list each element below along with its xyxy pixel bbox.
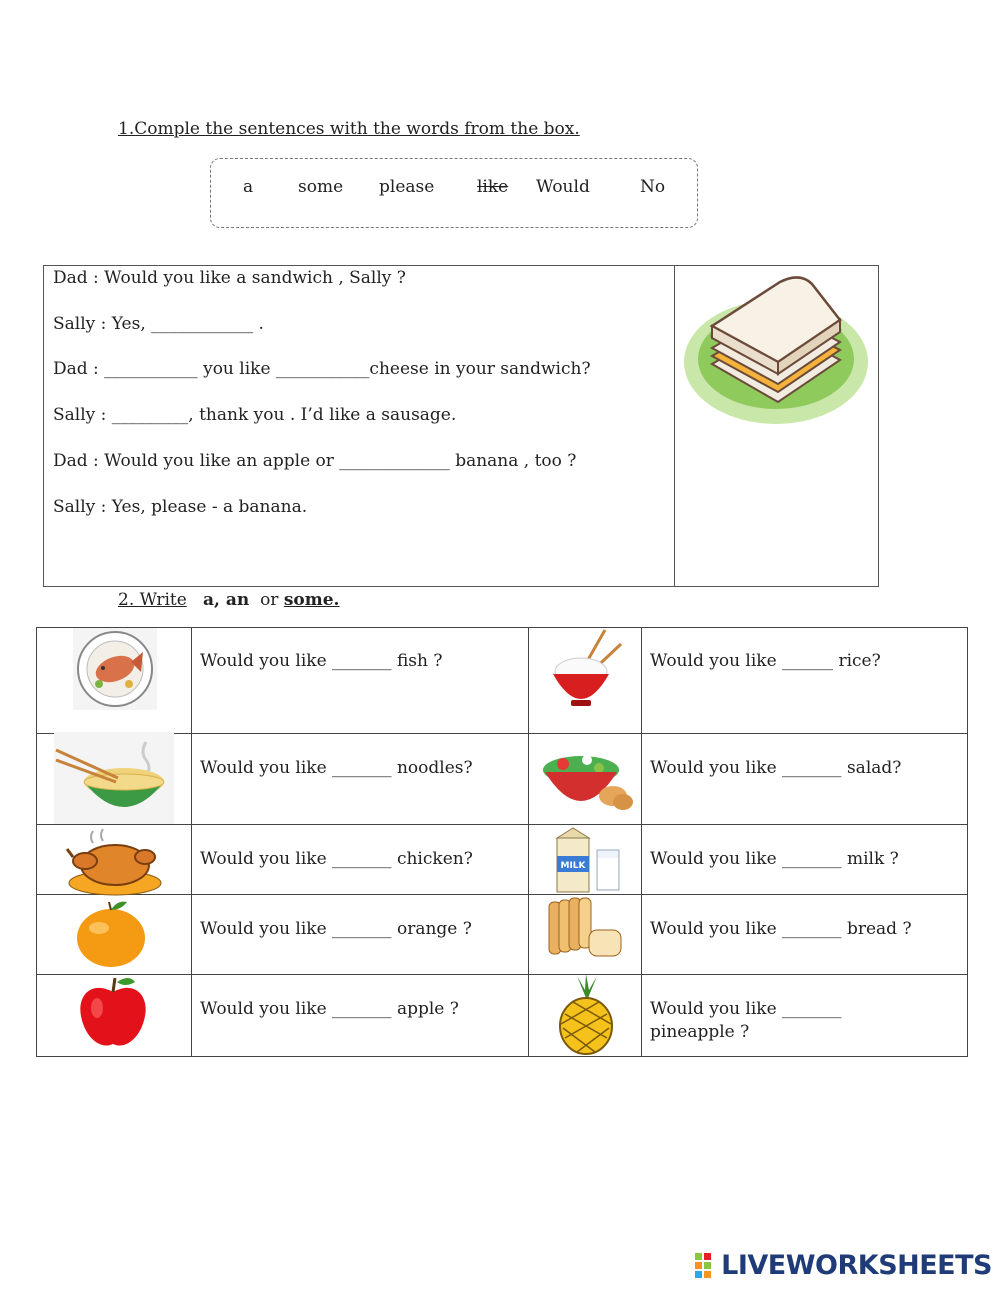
table-divider [674, 266, 675, 586]
table-row-divider [37, 824, 967, 825]
table-row-divider [37, 733, 967, 734]
food-table [36, 627, 968, 1057]
pineapple-icon [555, 974, 617, 1056]
question-orange: Would you like _______ orange ? [200, 919, 472, 939]
fish-plate-icon [73, 628, 157, 710]
exercise-1-heading: 1.Comple the sentences with the words from the box. [118, 119, 580, 139]
exercise-2-option-a-an: a, an [203, 590, 250, 610]
milk-carton-label: MILK [560, 861, 586, 871]
rice-bowl-icon [545, 628, 625, 710]
table-column-divider [528, 628, 529, 1056]
word-box-item: No [640, 177, 666, 197]
question-chicken: Would you like _______ chicken? [200, 849, 473, 869]
question-noodles: Would you like _______ noodles? [200, 758, 473, 778]
dialogue-line: Sally : _________, thank you . I’d like a sausage. [53, 405, 457, 425]
table-column-divider [191, 628, 192, 1056]
salad-icon [541, 744, 633, 816]
milk-icon [549, 826, 625, 894]
word-box-item: a [243, 177, 254, 197]
question-rice: Would you like ______ rice? [650, 651, 881, 671]
exercise-2-heading-or: or [260, 590, 279, 610]
exercise-2-heading-prefix: 2. Write [118, 590, 187, 610]
bread-icon [545, 896, 625, 962]
exercise-2-heading [118, 590, 339, 610]
liveworksheets-logo [695, 1250, 992, 1281]
dialogue-line: Dad : ___________ you like ___________cheese in your sandwich? [53, 359, 591, 379]
noodles-icon [54, 732, 174, 824]
word-box-item: please [379, 177, 435, 197]
table-column-divider [641, 628, 642, 1056]
sandwich-plate-icon [682, 274, 872, 434]
dialogue-line: Dad : Would you like a sandwich , Sally ? [53, 268, 406, 288]
dialogue-line: Sally : Yes, ____________ . [53, 314, 264, 334]
question-milk: Would you like _______ milk ? [650, 849, 899, 869]
question-salad: Would you like _______ salad? [650, 758, 902, 778]
dialogue-line: Sally : Yes, please - a banana. [53, 497, 308, 517]
logo-blocks-icon [695, 1253, 721, 1279]
table-row-divider [37, 894, 967, 895]
word-box-item: some [298, 177, 344, 197]
roast-chicken-icon [63, 827, 165, 897]
orange-icon [73, 896, 149, 970]
word-box-item: Would [536, 177, 590, 197]
word-box [210, 158, 698, 228]
question-bread: Would you like _______ bread ? [650, 919, 912, 939]
question-pineapple-line1: Would you like _______ [650, 999, 842, 1019]
table-row-divider [37, 974, 967, 975]
word-box-item-crossed: like [477, 177, 509, 197]
dialogue-table [43, 265, 879, 587]
table-divider [674, 265, 684, 266]
dialogue-line: Dad : Would you like an apple or _____________ banana , too ? [53, 451, 577, 471]
apple-icon [77, 974, 149, 1050]
question-apple: Would you like _______ apple ? [200, 999, 459, 1019]
exercise-2-option-some: some. [283, 590, 340, 610]
question-fish: Would you like _______ fish ? [200, 651, 443, 671]
logo-text: LIVEWORKSHEETS [721, 1250, 992, 1281]
question-pineapple-line2: pineapple ? [650, 1022, 750, 1042]
